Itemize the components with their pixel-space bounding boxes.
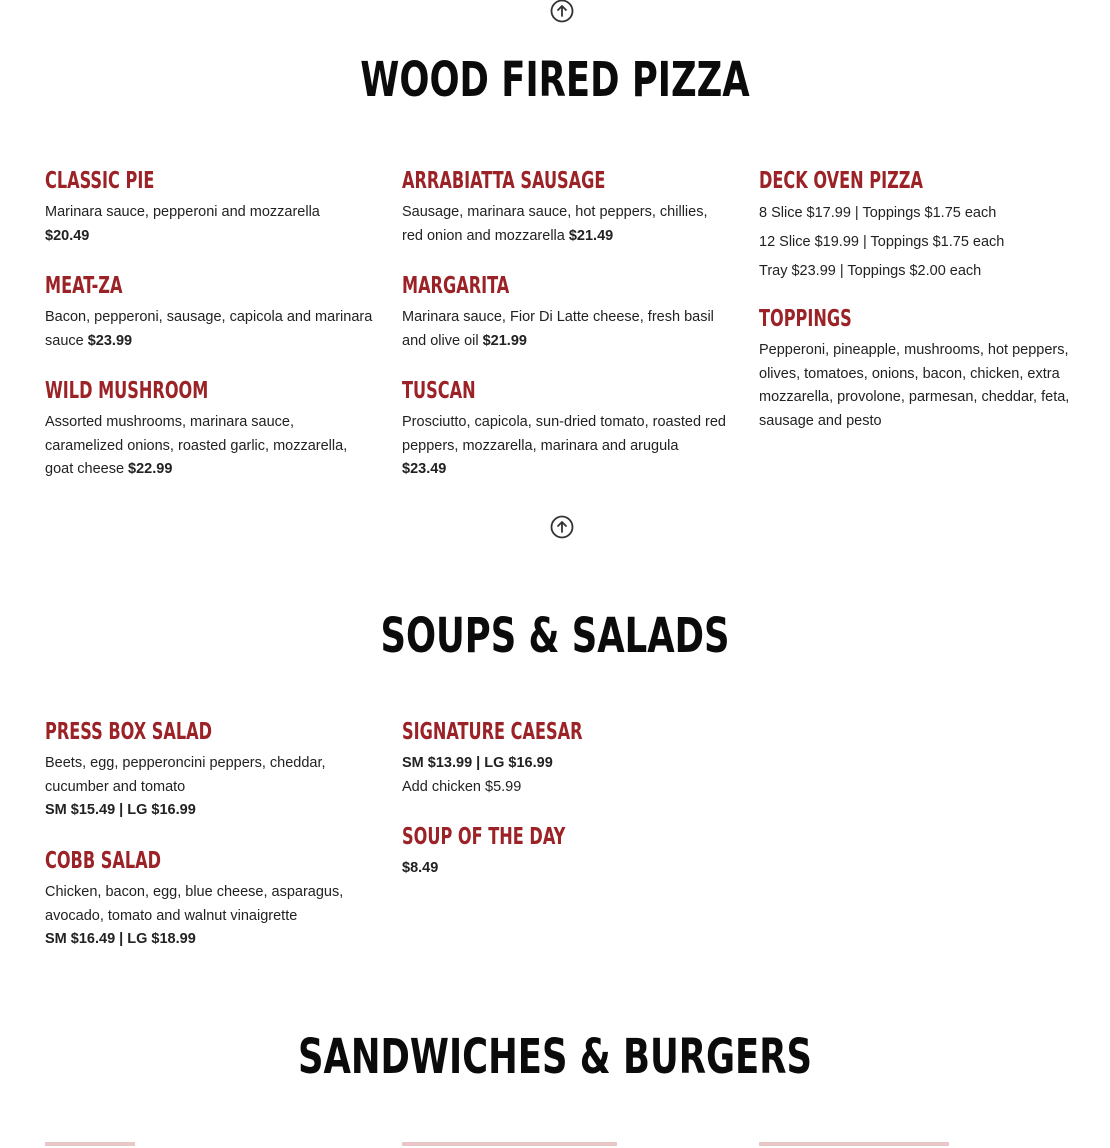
menu-item: [402, 167, 732, 248]
item-description: Sausage, marinara sauce, hot peppers, chillies, red onion and mozzarella $21.49: [402, 204, 708, 244]
arrow-up-circle-icon: [549, 514, 575, 540]
item-price: $8.49: [402, 860, 439, 876]
menu-item: [45, 847, 375, 952]
item-line: Tray $23.99 | Toppings $2.00 each: [759, 263, 982, 279]
item-description: Marinara sauce, Fior Di Latte cheese, fresh basil and olive oil $21.99: [402, 309, 714, 349]
menu-item: [759, 167, 1089, 288]
item-name: MARGARITA: [402, 273, 510, 299]
item-description: Marinara sauce, pepperoni and mozzarella $20.49: [45, 204, 320, 244]
item-line: 8 Slice $17.99 | Toppings $1.75 each: [759, 205, 997, 221]
section-title-pizza: WOOD FIRED PIZZA: [360, 52, 750, 108]
item-name: DECK OVEN PIZZA: [759, 168, 924, 194]
arrow-up-circle-icon: [549, 0, 575, 24]
item-description: Bacon, pepperoni, sausage, capicola and marinara sauce $23.99: [45, 309, 373, 349]
cut-off-item-heading: [45, 1138, 135, 1148]
menu-item: [45, 272, 375, 353]
item-name: TUSCAN: [402, 378, 476, 404]
cut-off-item-heading: [759, 1138, 949, 1148]
item-line: 12 Slice $19.99 | Toppings $1.75 each: [759, 234, 1005, 250]
menu-item: [402, 377, 732, 482]
cut-off-item-heading: [402, 1138, 617, 1148]
item-price: $21.99: [482, 332, 527, 349]
item-price: $21.49: [568, 227, 614, 244]
item-price: $20.49: [45, 227, 90, 244]
item-price: $23.99: [87, 332, 133, 349]
item-extra: Add chicken $5.99: [402, 778, 522, 795]
item-name: MEAT-ZA: [45, 273, 123, 299]
item-name: SIGNATURE CAESAR: [402, 719, 583, 745]
item-name: TOPPINGS: [759, 306, 852, 332]
menu-item: [45, 167, 375, 248]
item-price: $23.49: [402, 461, 447, 477]
item-price: SM $16.49 | LG $18.99: [45, 931, 196, 947]
item-description: Prosciutto, capicola, sun-dried tomato, roasted red peppers, mozzarella, marinara and arugula $23.49: [402, 414, 726, 477]
item-price: SM $15.49 | LG $16.99: [45, 802, 196, 818]
item-description: Beets, egg, pepperoncini peppers, cheddar, cucumber and tomato SM $15.49 | LG $16.99: [45, 755, 326, 818]
item-name: CLASSIC PIE: [45, 168, 155, 194]
menu-item: [759, 305, 1089, 433]
section-title-sandwiches: SANDWICHES & BURGERS: [297, 1029, 813, 1085]
menu-item: [402, 272, 732, 353]
item-description: Pepperoni, pineapple, mushrooms, hot peppers, olives, tomatoes, onions, bacon, chicken, extra mozzarella, provolone, parmesan, cheddar, feta, sausage and pesto: [759, 342, 1070, 429]
item-name: ARRABIATTA SAUSAGE: [402, 168, 606, 194]
item-description: Chicken, bacon, egg, blue cheese, asparagus, avocado, tomato and walnut vinaigrette SM $16.49 | LG $18.99: [45, 884, 344, 947]
item-name: COBB SALAD: [45, 848, 162, 874]
section-title-salads: SOUPS & SALADS: [380, 608, 730, 664]
scroll-to-top-button[interactable]: [549, 0, 575, 24]
item-price: SM $13.99 | LG $16.99: [402, 755, 553, 771]
menu-item: [402, 718, 732, 799]
item-name: PRESS BOX SALAD: [45, 719, 213, 745]
menu-item: [45, 718, 375, 823]
item-name: SOUP OF THE DAY: [402, 824, 566, 850]
item-description: Assorted mushrooms, marinara sauce, caramelized onions, roasted garlic, mozzarella, goat cheese $22.99: [45, 414, 348, 477]
item-name: WILD MUSHROOM: [45, 378, 209, 404]
item-price: $22.99: [128, 461, 173, 477]
scroll-to-top-button[interactable]: [549, 514, 575, 540]
menu-item: [402, 823, 732, 881]
menu-item: [45, 377, 375, 482]
